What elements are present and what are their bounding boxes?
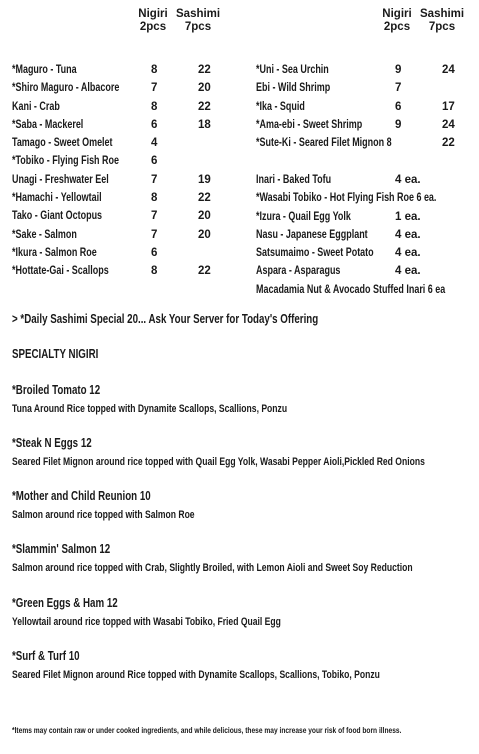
sashimi-price: 20 (198, 228, 211, 241)
sashimi-price: 24 (442, 64, 455, 76)
list-item (12, 244, 232, 262)
nigiri-price: 9 (395, 64, 402, 76)
sashimi-price: 17 (442, 100, 455, 113)
list-item (256, 61, 476, 79)
specialty-item-title: *Broiled Tomato 12 (12, 383, 101, 397)
list-item (256, 79, 476, 97)
nigiri-price: 8 (151, 100, 158, 113)
item-name: Macadamia Nut & Avocado Stuffed Inari 6 ea (256, 283, 446, 296)
left-menu-list (12, 61, 232, 281)
nigiri-price: 7 (395, 82, 402, 95)
item-name: Tamago - Sweet Omelet (12, 137, 113, 150)
list-item (12, 116, 232, 134)
item-price: 4 ea. (395, 265, 421, 278)
nigiri-price: 6 (395, 100, 402, 113)
list-item (12, 61, 232, 79)
nigiri-price: 7 (151, 228, 158, 241)
nigiri-price: 6 (151, 246, 158, 259)
list-item (12, 189, 232, 207)
right-menu-list (256, 61, 476, 152)
list-item (12, 79, 232, 97)
specialty-item-title: *Mother and Child Reunion 10 (12, 489, 151, 503)
item-price: 4 ea. (395, 247, 421, 260)
header-nigiri-right (380, 8, 414, 34)
list-item (12, 207, 232, 225)
specialty-item-desc: Salmon around rice topped with Salmon Roe (12, 509, 195, 521)
sashimi-price: 19 (198, 173, 211, 186)
daily-special: > *Daily Sashimi Special 20... Ask Your Server for Today's Offering (12, 312, 319, 326)
header-label: Nigiri (138, 8, 168, 20)
item-name: *Wasabi Tobiko - Hot Flying Fish Roe 6 ea. (256, 192, 437, 205)
item-price: 4 ea. (395, 174, 421, 186)
item-name: Unagi - Freshwater Eel (12, 173, 109, 186)
specialty-item-title: *Steak N Eggs 12 (12, 436, 92, 450)
sashimi-price: 20 (198, 82, 211, 95)
nigiri-price: 8 (151, 265, 158, 278)
header-qty: 2pcs (139, 21, 167, 33)
nigiri-price: 9 (395, 118, 402, 131)
sashimi-price: 22 (442, 137, 455, 150)
header-sashimi-right (420, 8, 464, 34)
item-name: *Ika - Squid (256, 100, 305, 113)
item-name: *Izura - Quail Egg Yolk (256, 210, 351, 223)
list-item (12, 226, 232, 244)
item-name: *Shiro Maguro - Albacore (12, 82, 120, 95)
item-name: *Sute-Ki - Seared Filet Mignon 8 (256, 137, 392, 150)
sashimi-price: 20 (198, 210, 211, 223)
specialty-item-title: *Slammin' Salmon 12 (12, 542, 111, 556)
list-item (256, 208, 478, 226)
list-item (256, 189, 478, 207)
nigiri-price: 8 (151, 64, 158, 76)
specialty-item-desc: Seared Filet Mignon around rice topped with Quail Egg Yolk, Wasabi Pepper Aioli,Pickled Red Onions (12, 456, 425, 468)
item-name: *Maguro - Tuna (12, 64, 77, 76)
list-item (12, 262, 232, 280)
nigiri-price: 6 (151, 155, 158, 168)
item-name: Kani - Crab (12, 100, 60, 113)
header-qty: 2pcs (383, 21, 411, 33)
nigiri-price: 6 (151, 118, 158, 131)
item-name: Nasu - Japanese Eggplant (256, 228, 368, 241)
header-label: Sashimi (176, 8, 221, 20)
header-sashimi-left (176, 8, 220, 34)
specialty-item-desc: Tuna Around Rice topped with Dynamite Scallops, Scallions, Ponzu (12, 403, 288, 415)
list-item (256, 116, 476, 134)
item-name: Tako - Giant Octopus (12, 210, 103, 223)
ea-menu-list (256, 171, 478, 299)
item-price: 1 ea. (395, 210, 421, 223)
item-name: Aspara - Asparagus (256, 265, 341, 278)
item-name: *Tobiko - Flying Fish Roe (12, 155, 119, 168)
item-name: *Ikura - Salmon Roe (12, 246, 97, 259)
nigiri-price: 7 (151, 173, 158, 186)
section-title-specialty: SPECIALTY NIGIRI (12, 347, 99, 361)
list-item (12, 152, 232, 170)
item-name: *Hottate-Gai - Scallops (12, 265, 109, 278)
sashimi-price: 22 (198, 64, 211, 76)
item-name: *Sake - Salmon (12, 228, 77, 241)
list-item (12, 171, 232, 189)
list-item (256, 244, 478, 262)
specialty-item-desc: Yellowtail around rice topped with Wasabi Tobiko, Fried Quail Egg (12, 616, 281, 628)
item-name: *Uni - Sea Urchin (256, 64, 329, 76)
list-item (256, 262, 478, 280)
specialty-item-title: *Green Eggs & Ham 12 (12, 596, 118, 610)
item-name: *Ama-ebi - Sweet Shrimp (256, 118, 363, 131)
footnote: *Items may contain raw or under cooked ingredients, and while delicious, these may increase your risk of food born illness. (12, 725, 402, 735)
list-item (256, 171, 478, 189)
item-name: Inari - Baked Tofu (256, 174, 332, 186)
item-name: Ebi - Wild Shrimp (256, 82, 331, 95)
item-name: *Saba - Mackerel (12, 118, 84, 131)
sashimi-price: 24 (442, 118, 455, 131)
nigiri-price: 7 (151, 82, 158, 95)
nigiri-price: 7 (151, 210, 158, 223)
list-item (12, 134, 232, 152)
nigiri-price: 4 (151, 137, 158, 150)
header-nigiri-left (136, 8, 170, 34)
list-item (12, 98, 232, 116)
list-item (256, 134, 476, 152)
sashimi-price: 18 (198, 118, 211, 131)
item-name: *Hamachi - Yellowtail (12, 192, 102, 205)
list-item (256, 281, 478, 299)
specialty-item-desc: Salmon around rice topped with Crab, Slightly Broiled, with Lemon Aioli and Sweet Soy Reduction (12, 562, 413, 574)
header-label: Sashimi (420, 8, 465, 20)
sashimi-price: 22 (198, 100, 211, 113)
item-name: Satsumaimo - Sweet Potato (256, 247, 374, 260)
header-label: Nigiri (382, 8, 412, 20)
nigiri-price: 8 (151, 192, 158, 205)
list-item (256, 98, 476, 116)
header-qty: 7pcs (184, 21, 212, 33)
sashimi-price: 22 (198, 265, 211, 278)
specialty-item-title: *Surf & Turf 10 (12, 649, 80, 663)
item-price: 4 ea. (395, 228, 421, 241)
sashimi-price: 22 (198, 192, 211, 205)
header-qty: 7pcs (428, 21, 456, 33)
specialty-item-desc: Seared Filet Mignon around Rice topped with Dynamite Scallops, Scallions, Tobiko, Ponzu (12, 669, 380, 681)
list-item (256, 226, 478, 244)
